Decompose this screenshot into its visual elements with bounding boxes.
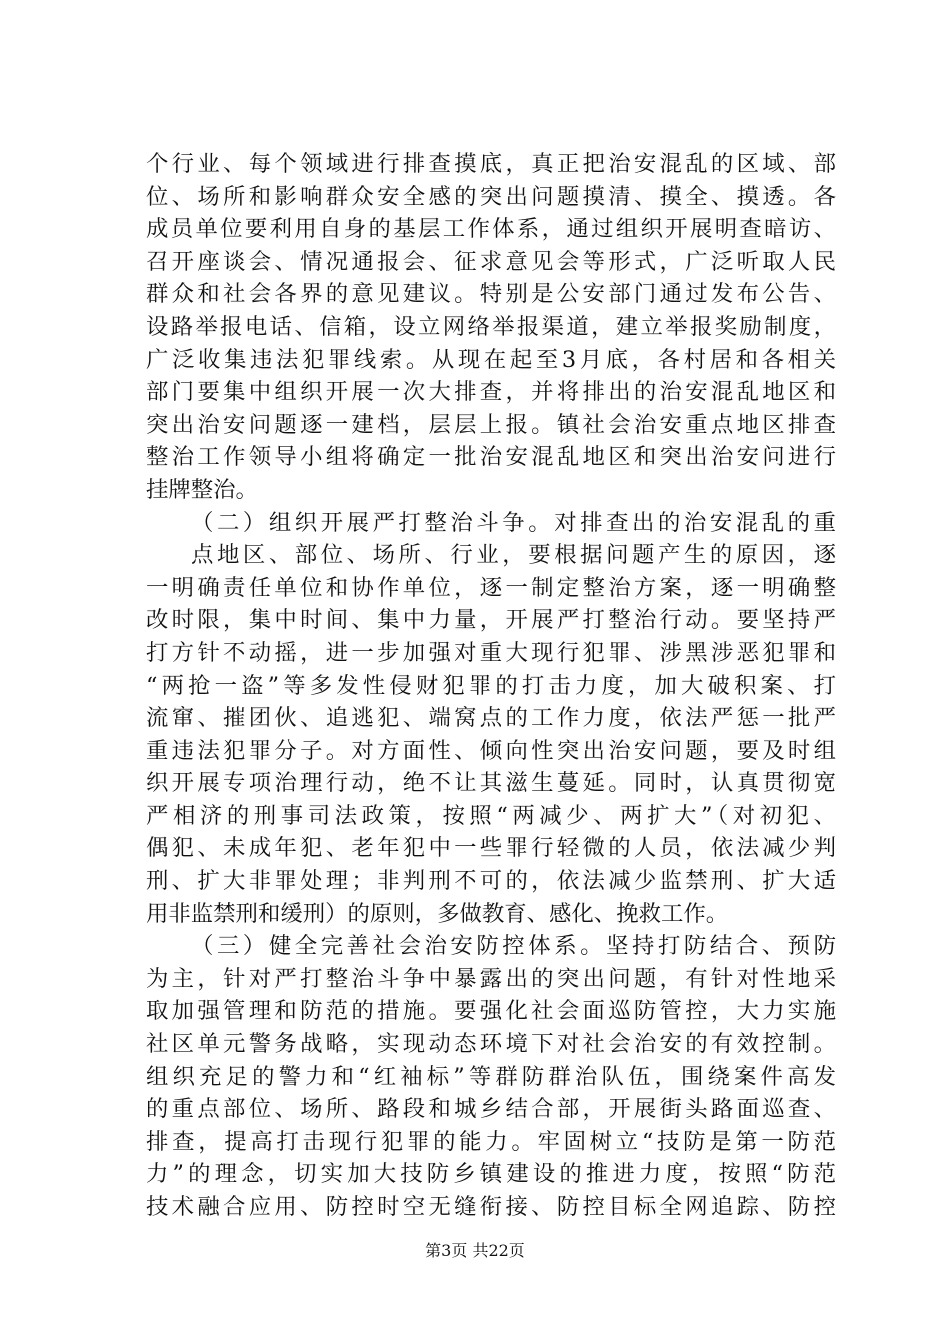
text-line: “两抢一盗”等多发性侵财犯罪的打击力度，加大破积案、打 — [146, 672, 836, 699]
text-line: 个行业、每个领域进行排查摸底，真正把治安混乱的区域、部 — [146, 151, 836, 177]
text-line: 位、场所和影响群众安全感的突出问题摸清、摸全、摸透。各 — [146, 183, 836, 210]
text-line: 组织充足的警力和“红袖标”等群防群治队伍，围绕案件高发 — [146, 1063, 836, 1090]
text-line: 召开座谈会、情况通报会、征求意见会等形式，广泛听取人民 — [146, 248, 836, 275]
paragraph-heading-2: （二）组织开展严打整治斗争。对排查出的治安混乱的重 — [191, 509, 836, 536]
text-line: 成员单位要利用自身的基层工作体系，通过组织开展明查暗访、 — [146, 216, 836, 243]
text-line: 群众和社会各界的意见建议。特别是公安部门通过发布公告、 — [146, 281, 836, 308]
text-line: 突出治安问题逐一建档，层层上报。镇社会治安重点地区排查 — [146, 411, 836, 438]
text-line: 流窜、摧团伙、追逃犯、端窝点的工作力度，依法严惩一批严 — [146, 705, 836, 732]
text-line: 严相济的刑事司法政策，按照“两减少、两扩大”（对初犯、 — [146, 802, 836, 829]
paragraph-heading-3: （三）健全完善社会治安防控体系。坚持打防结合、预防 — [191, 933, 836, 960]
text-line: 的重点部位、场所、路段和城乡结合部，开展街头路面巡查、 — [146, 1096, 836, 1123]
page-footer — [0, 1240, 950, 1262]
text-line: 点地区、部位、场所、行业，要根据问题产生的原因，逐 — [191, 542, 836, 569]
text-line: 部门要集中组织开展一次大排查，并将排出的治安混乱地区和 — [146, 379, 836, 406]
text-line: 为主，针对严打整治斗争中暴露出的突出问题，有针对性地采 — [146, 965, 836, 992]
text-line: 织开展专项治理行动，绝不让其滋生蔓延。同时，认真贯彻宽 — [146, 770, 836, 797]
text-line: 取加强管理和防范的措施。要强化社会面巡防管控，大力实施 — [146, 998, 836, 1025]
text-line: 一明确责任单位和协作单位，逐一制定整治方案，逐一明确整 — [146, 574, 836, 601]
text-line: 设路举报电话、信箱，设立网络举报渠道，建立举报奖励制度， — [146, 313, 836, 340]
text-line: 改时限，集中时间、集中力量，开展严打整治行动。要坚持严 — [146, 607, 836, 634]
text-line: 刑、扩大非罪处理；非判刑不可的，依法减少监禁刑、扩大适 — [146, 868, 836, 895]
text-line: 社区单元警务战略，实现动态环境下对社会治安的有效控制。 — [146, 1031, 836, 1058]
text-line: 技术融合应用、防控时空无缝衔接、防控目标全网追踪、防控 — [146, 1194, 836, 1220]
text-line: 挂牌整治。 — [146, 476, 258, 503]
text-line: 广泛收集违法犯罪线索。从现在起至3月底，各村居和各相关 — [146, 346, 836, 373]
text-line: 整治工作领导小组将确定一批治安混乱地区和突出治安问进行 — [146, 444, 836, 471]
text-line: 力”的理念，切实加大技防乡镇建设的推进力度，按照“防范 — [146, 1161, 836, 1188]
document-body — [146, 148, 836, 1224]
text-line: 排查，提高打击现行犯罪的能力。牢固树立“技防是第一防范 — [146, 1128, 836, 1155]
text-line: 重违法犯罪分子。对方面性、倾向性突出治安问题，要及时组 — [146, 737, 836, 764]
text-line: 打方针不动摇，进一步加强对重大现行犯罪、涉黑涉恶犯罪和 — [146, 639, 836, 666]
text-line: 用非监禁刑和缓刑）的原则，多做教育、感化、挽救工作。 — [146, 900, 729, 927]
page-number: 第3页 共22页 — [425, 1241, 525, 1260]
text-line: 偶犯、未成年犯、老年犯中一些罪行轻微的人员，依法减少判 — [146, 835, 836, 862]
